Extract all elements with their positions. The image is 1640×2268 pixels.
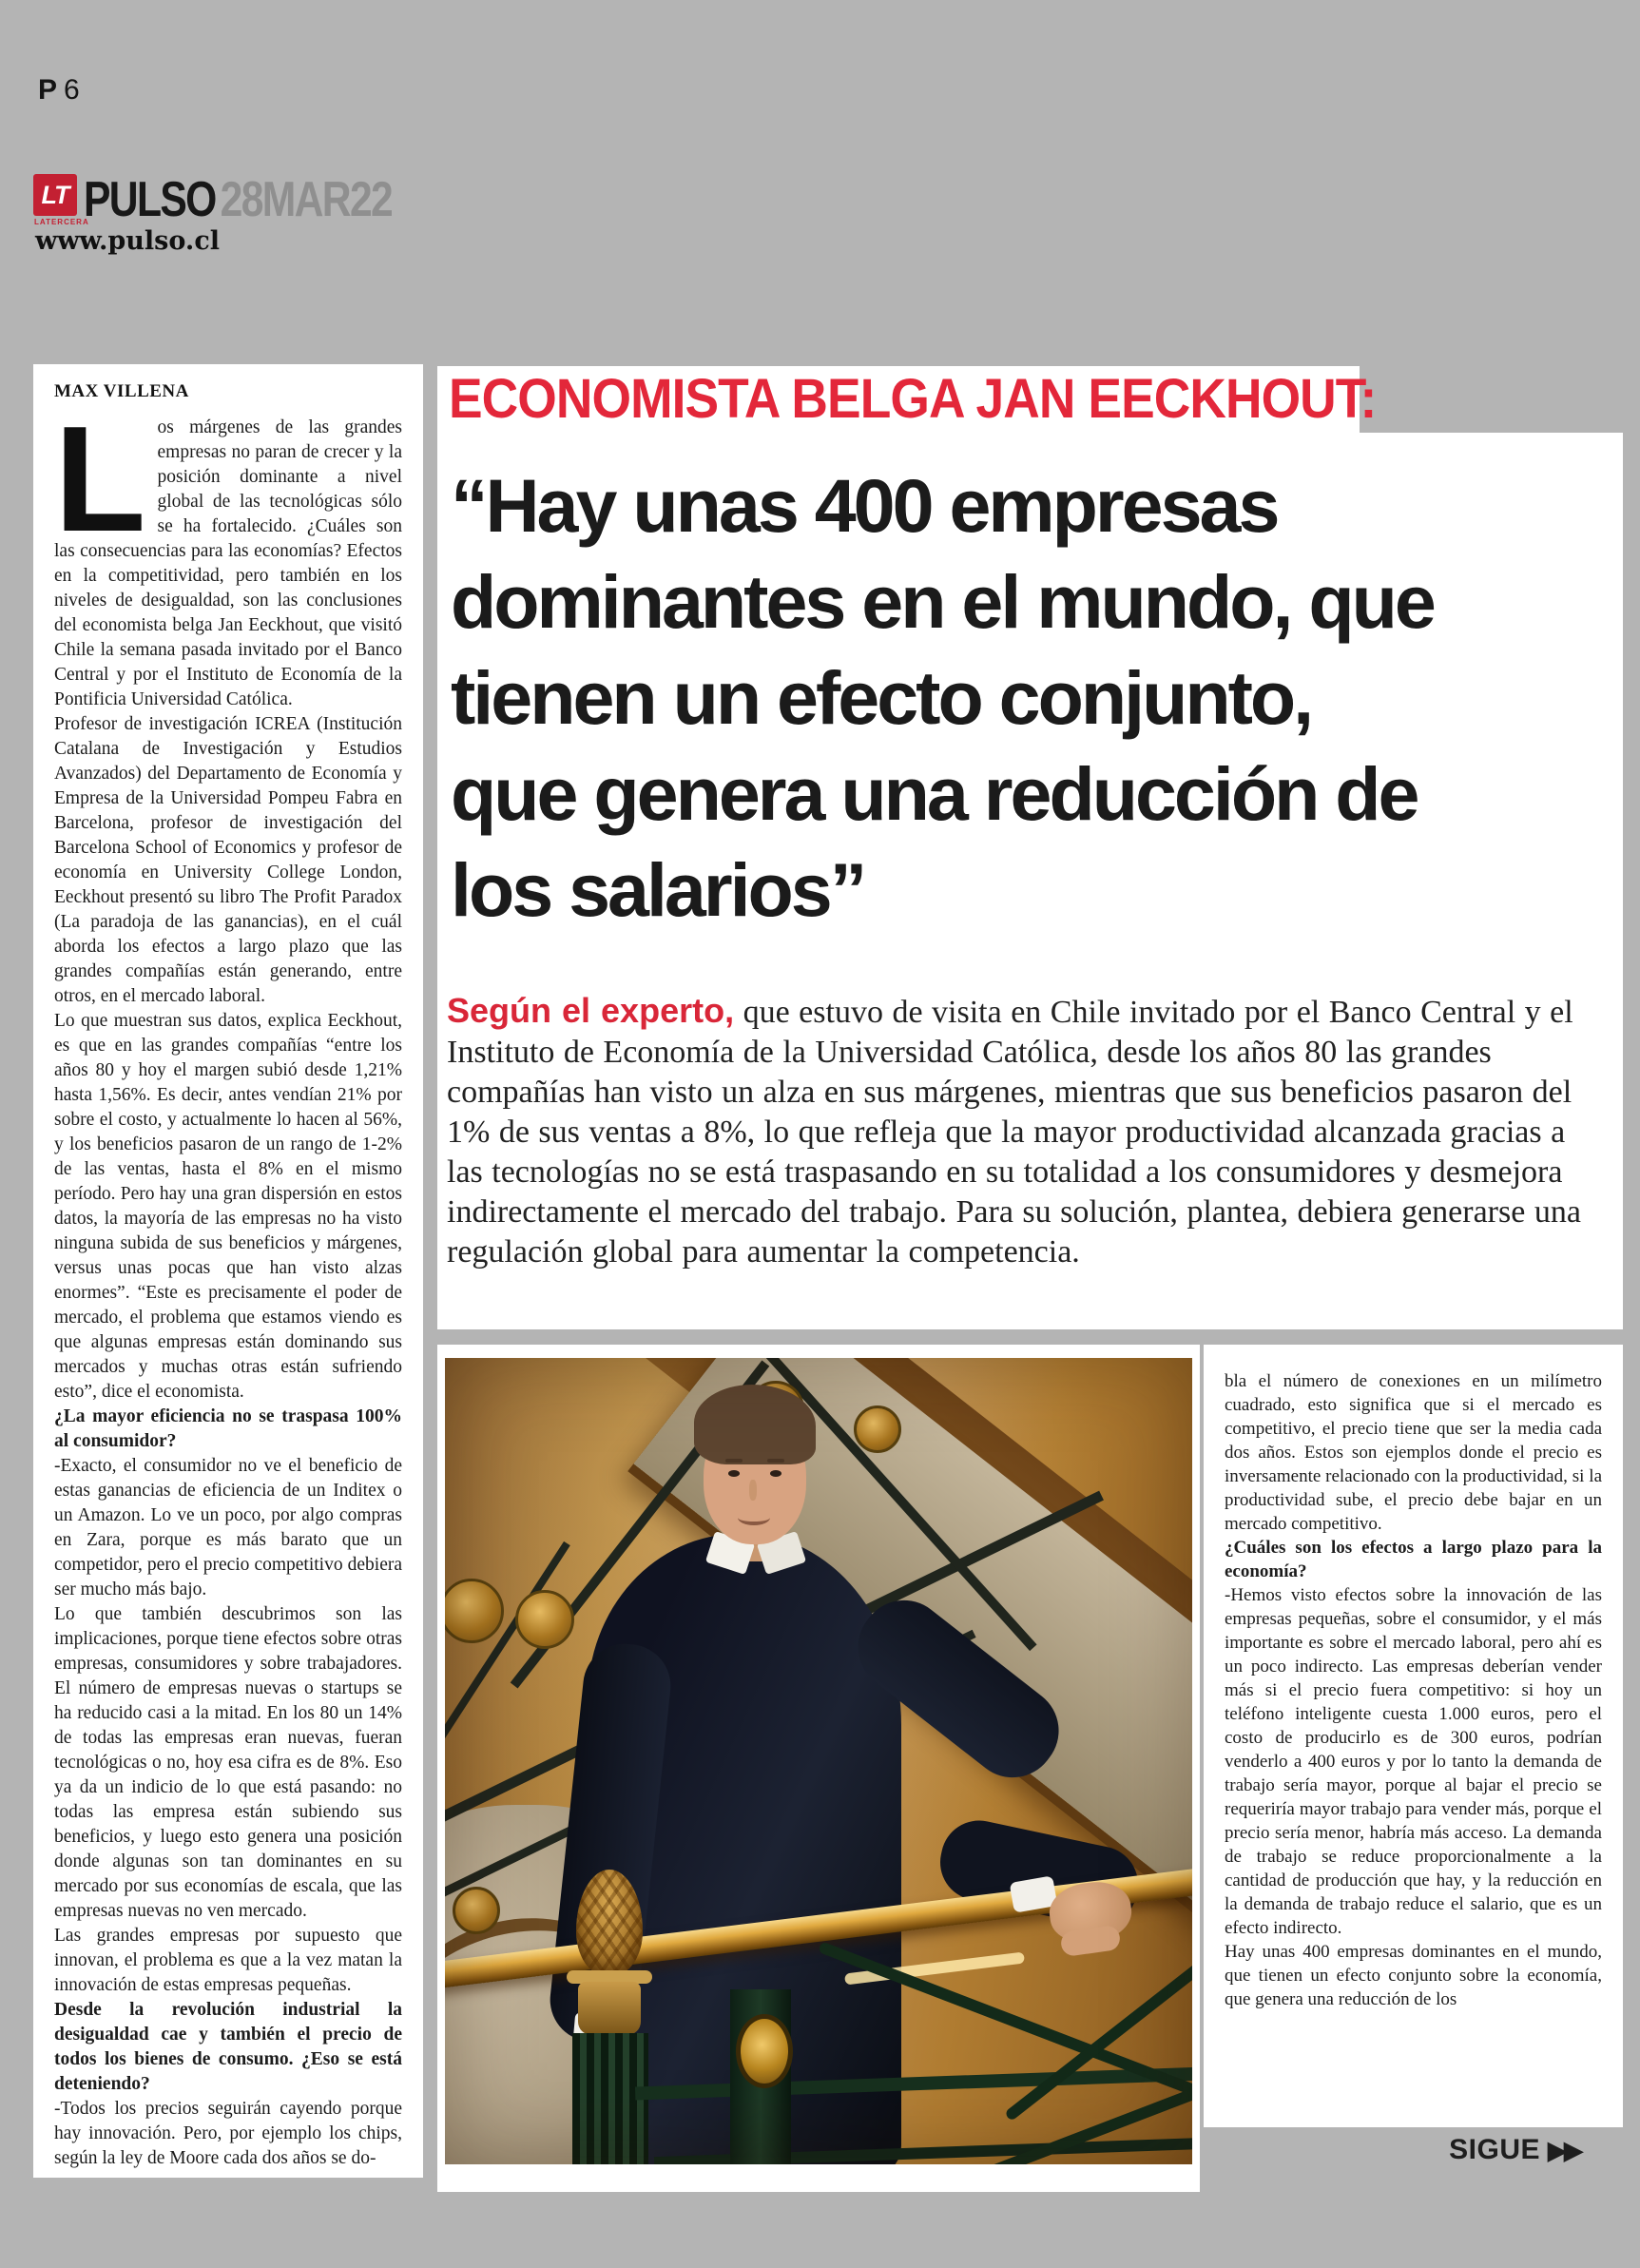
drop-cap: L <box>54 396 146 563</box>
interview-answer: -Todos los precios seguirán cayendo porque hay innovación. Pero, por ejemplo los chips, según la ley de Moore cada dos años se do- <box>54 2099 402 2168</box>
continues-marker <box>1449 2134 1580 2166</box>
headline-line: los salarios” <box>451 847 865 932</box>
headline <box>451 457 1611 938</box>
paragraph: Lo que también descubrimos son las implicaciones, porque tiene efectos sobre otras empresas, consumidores y sobre trabajadores. El número de empresas nuevas o startups se ha reducido casi a la mitad. En los 80 un 14% de todas las empresas eran nuevas, fueran tecnológicas o no, hoy esa cifra es de 8%. Eso ya da un indicio de lo que está pasando: no todas las empresa están subiendo sus beneficios, y luego esto genera una posición donde algunas son tan dominantes en su mercado por sus economías de escala, que las empresas nuevas no ven mercado. <box>54 1604 402 1921</box>
lede-paragraph <box>447 991 1597 1272</box>
interview-question: ¿La mayor eficiencia no se traspasa 100% al consumidor? <box>54 1406 402 1451</box>
paragraph: bla el número de conexiones en un milímetro cuadrado, esto significa que si el mercado es competitivo, el precio tiene que ser la media cada dos años. Estos son ejemplos donde el precio es inversamente relacionado con la productividad, si la productividad sube, el precio debe bajar en un mercado competitivo. <box>1225 1371 1602 1534</box>
continues-arrows-icon: ▶▶ <box>1548 2136 1580 2164</box>
byline: MAX VILLENA <box>54 381 189 401</box>
website-url: www.pulso.cl <box>35 226 221 256</box>
lede-body: que estuvo de visita en Chile invitado por el Banco Central y el Instituto de Economía de la Universidad Católica, desde los años 80 las grandes compañías han visto un alza en sus márgenes, mientras que sus beneficios pasaron del 1% de sus ventas a 8%, lo que refleja que la mayor productividad alcanzada gracias a las tecnologías no se está traspasando en su totalidad a los consumidores y desmejora indirectamente el mercado del trabajo. Para su solución, plantea, debiera generarse una regulación global para aumentar la competencia. <box>447 995 1581 1270</box>
portrait-photo <box>445 1358 1192 2164</box>
interview-question: ¿Cuáles son los efectos a largo plazo para la economía? <box>1225 1538 1602 1581</box>
paragraph: Lo que muestran sus datos, explica Eeckhout, es que en las grandes compañías “entre los años 80 y hoy el margen subió desde 1,21% hasta 1,56%. Es decir, antes vendían 21% por sobre el costo, y actualmente lo hacen al 56%, y los beneficios pasaron de un rango de 1-2% de las ventas, hasta el 8% en el mismo período. Pero hay una gran dispersión en estos datos, la mayoría de las empresas no ha visto ninguna subida de sus beneficios y márgenes, versus unas pocas que han visto alzas enormes”. “Este es precisamente el poder de mercado, el problema que estamos viendo es que algunas empresas están dominando sus mercados y muchas otras están sufriendo esto”, dice el economista. <box>54 1011 402 1402</box>
kicker: ECONOMISTA BELGA JAN EECKHOUT: <box>449 368 1377 430</box>
page-number-label: P <box>38 74 58 106</box>
page-number <box>38 74 80 107</box>
page-number-value: 6 <box>64 74 80 106</box>
masthead-brand-row <box>84 171 392 228</box>
lt-logo-text: LT <box>41 180 69 209</box>
photo-vignette <box>445 1358 1192 2164</box>
la-tercera-logo-subtext: LATERCERA <box>34 218 89 226</box>
paragraph: Las grandes empresas por supuesto que innovan, el problema es que a la vez matan la innovación de estas empresas pequeñas. <box>54 1926 402 1995</box>
headline-line: “Hay unas 400 empresas <box>451 463 1278 548</box>
interview-answer: -Exacto, el consumidor no ve el beneficio de estas ganancias de eficiencia de un Inditex o un Amazon. Lo ve un poco, por algo compras en Zara, porque es más barato que un competidor, pero el precio competitivo debiera ser mucho más bajo. <box>54 1456 402 1599</box>
paragraph: Hay unas 400 empresas dominantes en el mundo, que tienen un efecto conjunto sobre la economía, que genera una reducción de los <box>1225 1942 1602 2009</box>
headline-line: tienen un efecto conjunto, <box>451 655 1312 740</box>
brand-name: PULSO <box>84 172 216 227</box>
right-article-column <box>1204 1345 1623 2127</box>
photo-box <box>437 1345 1200 2192</box>
paragraph-text: os márgenes de las grandes empresas no paran de crecer y la posición dominante a nivel global de las tecnológicas sólo se ha fortalecido. ¿Cuáles son las consecuencias para las economías? Efectos en la competitividad, pero también en los niveles de desigualdad, son las conclusiones del economista belga Jan Eeckhout, que visitó Chile la semana pasada invitado por el Banco Central y por el Instituto de Economía de la Pontificia Universidad Católica. <box>54 417 402 709</box>
headline-line: que genera una reducción de <box>451 751 1418 836</box>
interview-answer: -Hemos visto efectos sobre la innovación de las empresas pequeñas, sobre el consumidor, y el más importante es sobre el mercado laboral, pero ahí es un poco indirecto. Las empresas deberían vender más si el precio fuera competitivo: si hoy un teléfono inteligente cuesta 1.000 euros, pero el costo de producirlo es de 300 euros, podrían venderlo a 400 euros y por lo tanto la demanda de trabajo sería mayor, porque al bajar el precio se requeriría mayor trabajo para vender más, porque el precio sería menor, habría más acceso. La demanda de trabajo se reduce proporcionalmente a la cantidad de producción que hay, y la reducción en la demanda de trabajo reduce el salario, que es un efecto indirecto. <box>1225 1585 1602 1938</box>
left-article-column <box>33 364 423 2178</box>
interview-question: Desde la revolución industrial la desigualdad cae y también el precio de todos los bienes de consumo. ¿Eso se está deteniendo? <box>54 2000 402 2094</box>
edition-date: 28MAR22 <box>220 172 393 227</box>
headline-line: dominantes en el mundo, que <box>451 559 1434 644</box>
lede-leadin: Según el experto, <box>447 991 735 1030</box>
paragraph: Profesor de investigación ICREA (Institución Catalana de Investigación y Estudios Avanzados) del Departamento de Economía y Empresa de la Universidad Pompeu Fabra en Barcelona, profesor de investigación del Barcelona School of Economics y profesor de economía en University College London, Eeckhout presentó su libro The Profit Paradox (La paradoja de las ganancias), en el cuál aborda los efectos a largo plazo que las grandes compañías están generando, entre otros, en el mercado laboral. <box>54 714 402 1006</box>
continues-label: SIGUE <box>1449 2134 1540 2165</box>
paragraph <box>54 396 402 712</box>
la-tercera-logo-icon <box>33 174 77 216</box>
kicker-strip <box>437 366 1377 433</box>
